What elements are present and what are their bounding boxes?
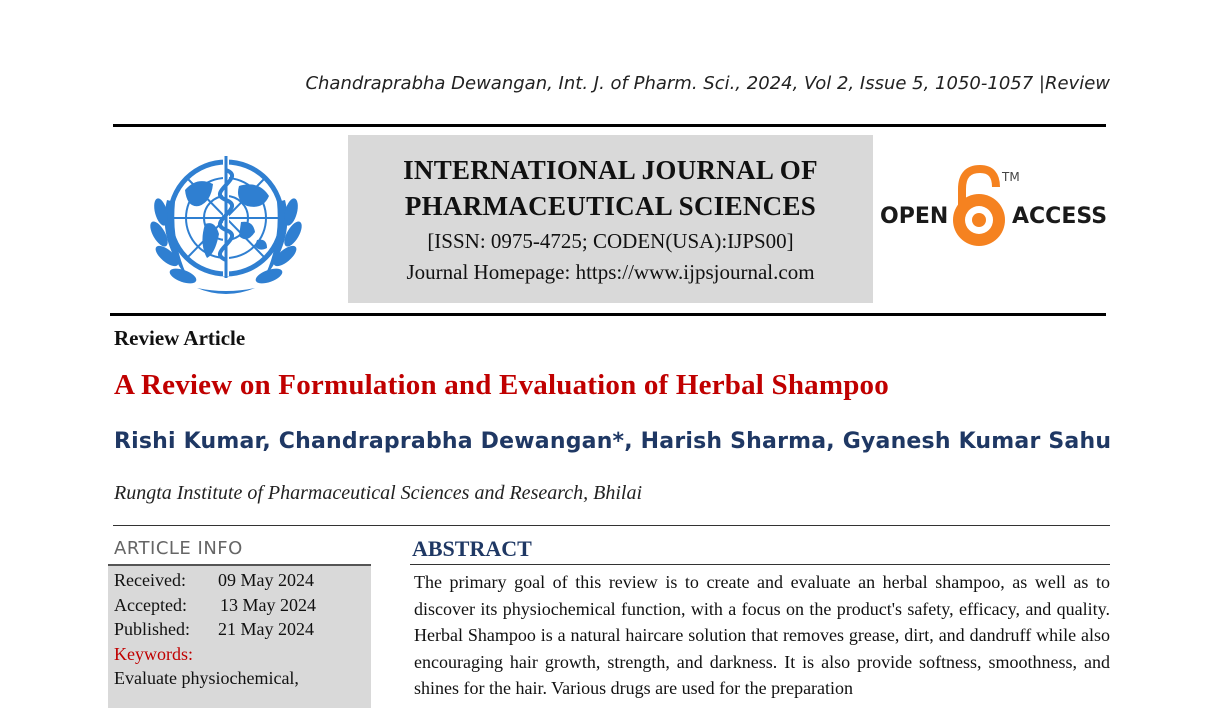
- author-list: Rishi Kumar, Chandraprabha Dewangan*, Harish Sharma, Gyanesh Kumar Sahu: [114, 429, 1112, 454]
- keywords-value: Evaluate physiochemical,: [114, 668, 299, 688]
- author-affiliation: Rungta Institute of Pharmaceutical Sciences and Research, Bhilai: [114, 482, 643, 504]
- accepted-date: 13 May 2024: [220, 594, 316, 615]
- running-citation: Chandraprabha Dewangan, Int. J. of Pharm. Sci., 2024, Vol 2, Issue 5, 1050-1057 |Review: [305, 73, 1110, 94]
- received-row: [108, 568, 371, 593]
- journal-homepage: Journal Homepage: https://www.ijpsjournal.com: [406, 260, 815, 284]
- article-title: A Review on Formulation and Evaluation of Herbal Shampoo: [114, 369, 889, 401]
- header-bottom-rule: [110, 313, 1106, 316]
- received-label: Received:: [114, 570, 186, 590]
- published-date: 21 May 2024: [218, 619, 314, 639]
- open-access-logo: [880, 165, 1110, 255]
- abstract-text: The primary goal of this review is to create and evaluate an herbal shampoo, as well as to discover its physiochemical function, with a focus on the product's safety, efficacy, and quality. Herbal Shampoo is a natural haircare solution that removes grease, dirt, and dandruff while also encouraging hair growth, strength, and darkness. It is also provide softness, smoothness, and shines for the hair. Various drugs are used for the preparation: [414, 572, 1110, 698]
- accepted-row: [108, 593, 371, 618]
- abstract-heading: ABSTRACT: [412, 536, 532, 561]
- received-date: 09 May 2024: [218, 570, 314, 590]
- journal-issn: [ISSN: 0975-4725; CODEN(USA):IJPS00]: [427, 229, 794, 253]
- published-row: [108, 617, 371, 642]
- header-top-rule: [113, 124, 1106, 127]
- journal-name: [348, 152, 873, 224]
- published-label: Published:: [114, 619, 191, 639]
- open-access-tm: TM: [1002, 170, 1020, 184]
- article-info-heading: ARTICLE INFO: [114, 538, 243, 559]
- journal-name-line2: PHARMACEUTICAL SCIENCES: [404, 191, 817, 221]
- article-type: Review Article: [114, 326, 246, 350]
- accepted-label: Accepted:: [114, 594, 187, 615]
- open-access-text-open: OPEN: [880, 204, 949, 229]
- open-access-text-access: ACCESS: [1012, 204, 1108, 229]
- article-info-box: [108, 566, 371, 708]
- journal-info-box: [348, 135, 873, 303]
- journal-name-line1: INTERNATIONAL JOURNAL OF: [403, 155, 818, 185]
- who-emblem-logo: [127, 140, 325, 305]
- keywords-label: Keywords:: [114, 643, 193, 664]
- abstract-rule: [410, 564, 1110, 565]
- affiliation-divider: [113, 525, 1110, 526]
